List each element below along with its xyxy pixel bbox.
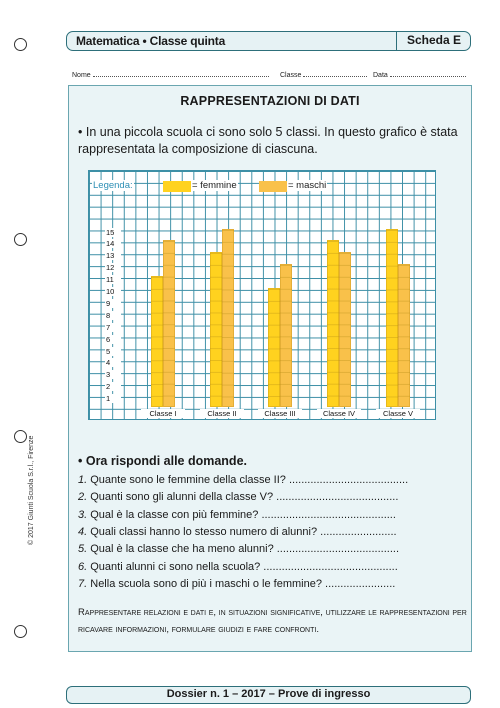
question-7 xyxy=(78,578,395,590)
legend-entry-1: = maschi xyxy=(288,180,327,191)
bar-femmine-4 xyxy=(327,240,339,407)
bar-femmine-2 xyxy=(210,252,222,407)
y-tick-label: 7 xyxy=(105,323,121,332)
y-tick-label: 4 xyxy=(105,358,121,367)
question-text[interactable]: Nella scuola sono di più i maschi o le femmine? ....................... xyxy=(87,577,396,590)
question-5 xyxy=(78,543,399,555)
y-tick-label: 9 xyxy=(105,299,121,308)
question-2 xyxy=(78,491,398,503)
binder-hole xyxy=(14,430,27,443)
question-number: 3. xyxy=(78,508,88,521)
bar-maschi-1 xyxy=(163,240,175,407)
y-tick-label: 15 xyxy=(105,228,121,237)
binder-hole xyxy=(14,38,27,51)
legend-label: Legenda: xyxy=(93,180,133,191)
binder-hole xyxy=(14,233,27,246)
x-tick-label: Classe III xyxy=(258,409,302,418)
question-number: 4. xyxy=(78,525,88,538)
question-text[interactable]: Quanti alunni ci sono nella scuola? ............................................ xyxy=(87,560,398,573)
name-label: Nome xyxy=(72,72,91,79)
objective-text: Rappresentare relazioni e dati e, in situazioni significative, utilizzare le rappresentazioni per ricavare informazioni, formulare giudizi e fare confronti. xyxy=(78,607,467,635)
x-tick-label: Classe IV xyxy=(317,409,361,418)
binder-hole xyxy=(14,625,27,638)
question-6 xyxy=(78,561,398,573)
x-tick-label: Classe V xyxy=(376,409,420,418)
question-text[interactable]: Qual è la classe che ha meno alunni? ........................................ xyxy=(87,543,399,556)
footer-bar: Dossier n. 1 – 2017 – Prove di ingresso xyxy=(66,686,471,704)
question-text[interactable]: Quante sono le femmine della classe II? ....................................... xyxy=(87,474,409,486)
x-tick-label: Classe I xyxy=(141,409,185,418)
date-field[interactable] xyxy=(373,68,466,79)
y-tick-label: 12 xyxy=(105,263,121,272)
y-tick-label: 2 xyxy=(105,382,121,391)
legend-entry-0: = femmine xyxy=(192,180,237,191)
worksheet-title: RAPPRESENTAZIONI DI DATI xyxy=(180,94,360,108)
question-text[interactable]: Quanti sono gli alunni della classe V? ........................................ xyxy=(87,491,399,504)
question-text[interactable]: Quali classi hanno lo stesso numero di alunni? ......................... xyxy=(87,525,397,538)
y-tick-label: 14 xyxy=(105,239,121,248)
question-4 xyxy=(78,526,397,538)
bar-chart-grid xyxy=(88,170,436,420)
y-tick-label: 3 xyxy=(105,370,121,379)
question-1 xyxy=(78,474,408,486)
bar-femmine-5 xyxy=(386,229,398,408)
copyright-text: © 2017 Giunti Scuola S.r.l., Firenze xyxy=(28,435,35,545)
y-tick-label: 11 xyxy=(105,275,121,284)
bar-femmine-1 xyxy=(151,276,163,407)
legend-swatch-1 xyxy=(259,181,287,192)
question-number: 5. xyxy=(78,543,88,556)
bar-maschi-3 xyxy=(280,264,292,407)
y-tick-label: 1 xyxy=(105,394,121,403)
y-tick-label: 8 xyxy=(105,311,121,320)
y-tick-label: 10 xyxy=(105,287,121,296)
intro-text: • In una piccola scuola ci sono solo 5 classi. In questo grafico è stata rappresentata la composizione di ciascuna. xyxy=(78,125,458,156)
bar-maschi-2 xyxy=(222,229,234,408)
question-number: 7. xyxy=(78,577,88,590)
class-field[interactable] xyxy=(280,68,367,79)
question-number: 1. xyxy=(78,474,88,486)
question-number: 6. xyxy=(78,560,88,573)
bar-femmine-3 xyxy=(268,288,280,407)
legend-swatch-0 xyxy=(163,181,191,192)
x-tick-label: Classe II xyxy=(200,409,244,418)
question-number: 2. xyxy=(78,491,88,504)
questions-heading: • Ora rispondi alle domande. xyxy=(78,454,247,468)
question-text[interactable]: Qual è la classe con più femmine? ............................................ xyxy=(87,508,396,521)
date-label: Data xyxy=(373,72,388,79)
y-tick-label: 13 xyxy=(105,251,121,260)
y-tick-label: 6 xyxy=(105,335,121,344)
scheda-label: Scheda E xyxy=(396,31,471,51)
bar-maschi-4 xyxy=(339,252,351,407)
class-label: Classe xyxy=(280,72,302,79)
bar-maschi-5 xyxy=(398,264,410,407)
subject-title: Matematica • Classe quinta xyxy=(76,34,226,48)
y-tick-label: 5 xyxy=(105,347,121,356)
name-field[interactable] xyxy=(72,68,269,79)
question-3 xyxy=(78,509,396,521)
objective-note xyxy=(78,604,468,638)
